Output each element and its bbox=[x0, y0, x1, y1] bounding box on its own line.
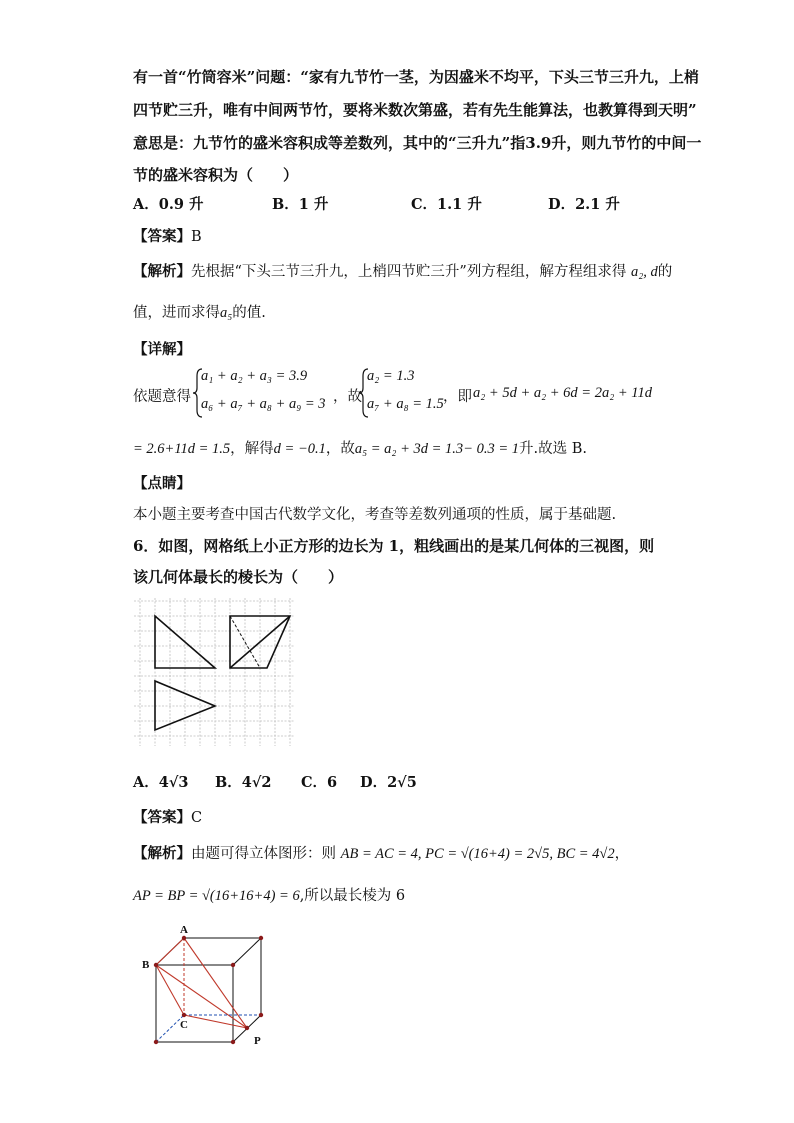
detail-mid2: ，即 bbox=[443, 389, 472, 405]
analysis-end: ， bbox=[614, 846, 630, 862]
q5-answer bbox=[133, 225, 202, 246]
cube-figure bbox=[138, 922, 278, 1052]
q5-option-b: B．1 升 bbox=[272, 196, 329, 213]
system1-equation-2: a₆ + a₇ + a₈ + a₉ = 3 bbox=[201, 396, 326, 412]
analysis-text: 先根据“下头三节三升九，上梢四节贮三升”列方程组，解方程组求得 bbox=[191, 264, 627, 280]
label-a: A bbox=[180, 924, 188, 936]
system2-equation-2: a₇ + a₈ = 1.5 bbox=[367, 396, 444, 412]
q6-analysis-line-1 bbox=[133, 842, 629, 863]
grid-lines bbox=[134, 598, 294, 746]
q5-comment: 本小题主要考查中国古代数学文化，考查等差数列通项的性质，属于基础题. bbox=[133, 507, 617, 523]
q5-analysis-line-1 bbox=[133, 260, 672, 281]
q6-stem-line-1: 6．如图，网格纸上小正方形的边长为 1，粗线画出的是某几何体的三视图，则 bbox=[133, 537, 655, 555]
q5-stem-line-2: 四节贮三升，唯有中间两节竹，要将米数次第盛，若有先生能算法，也教算得到天明” bbox=[133, 101, 697, 119]
q5-stem-line-3: 意思是：九节竹的盛米容积成等差数列，其中的“三升九”指3.9升，则九节竹的中间一 bbox=[133, 134, 702, 152]
comment-tag: 【点睛】 bbox=[133, 475, 191, 492]
label-p: P bbox=[254, 1035, 261, 1047]
analysis-text: 由题可得立体图形：则 bbox=[191, 846, 336, 862]
analysis-tag: 【解析】 bbox=[133, 263, 191, 280]
analysis-line2-text-b: 的值. bbox=[232, 305, 266, 321]
answer-tag: 【答案】 bbox=[133, 809, 191, 826]
q5-option-a: A．0.9 升 bbox=[133, 196, 204, 213]
q6-option-d: D．2√5 bbox=[360, 774, 417, 791]
q6-option-c: C．6 bbox=[301, 774, 338, 791]
analysis-line2-text: ,所以最长棱为 6 bbox=[299, 888, 406, 904]
analysis-end: 的 bbox=[657, 264, 673, 280]
detail-line2-eq2: d = −0.1 bbox=[273, 441, 326, 457]
detail-line2-text-a: ，解得 bbox=[230, 441, 274, 457]
answer-value: B bbox=[191, 229, 202, 245]
analysis-equation: AB = AC = 4, PC = √(16+4) = 2√5, BC = 4√2 bbox=[340, 846, 615, 862]
detail-mid: ，故 bbox=[333, 389, 362, 405]
q5-detail-tag bbox=[133, 338, 191, 359]
q6-stem-line-2: 该几何体最长的棱长为（ ） bbox=[133, 568, 344, 586]
answer-tag: 【答案】 bbox=[133, 228, 191, 245]
answer-value: C bbox=[191, 810, 203, 826]
q5-option-d: D．2.1 升 bbox=[548, 196, 620, 213]
analysis-tag: 【解析】 bbox=[133, 845, 191, 862]
q5-stem-line-1: 有一首“竹筒容米”问题：“家有九节竹一茎，为因盛米不均平，下头三节三升九，上梢 bbox=[133, 68, 699, 86]
analysis-vars: a₂, d bbox=[630, 264, 658, 280]
label-c: C bbox=[180, 1019, 188, 1031]
detail-line2-eq1: = 2.6+11d = 1.5 bbox=[133, 441, 231, 457]
detail-line2-text-b: ，故 bbox=[325, 441, 355, 457]
system1-equation-1: a₁ + a₂ + a₃ = 3.9 bbox=[201, 368, 308, 384]
analysis-line2-var: a₅ bbox=[220, 305, 233, 321]
q5-analysis-line-2 bbox=[133, 301, 266, 322]
q6-answer bbox=[133, 806, 202, 827]
top-view-triangle bbox=[155, 681, 215, 730]
detail-prefix: 依题意得 bbox=[133, 389, 191, 405]
label-b: B bbox=[142, 959, 150, 971]
q6-option-a: A．4√3 bbox=[133, 774, 189, 791]
analysis-line2-equation: AP = BP = √(16+16+4) = 6 bbox=[133, 888, 300, 904]
three-view-figure bbox=[134, 598, 296, 748]
detail-equation: a₂ + 5d + a₂ + 6d = 2a₂ + 11d bbox=[473, 385, 652, 401]
analysis-line2-text-a: 值，进而求得 bbox=[133, 305, 220, 321]
q6-option-b: B．4√2 bbox=[215, 774, 272, 791]
q5-detail-line-2 bbox=[133, 437, 587, 458]
system2-equation-1: a₂ = 1.3 bbox=[367, 368, 415, 384]
q6-analysis-line-2 bbox=[133, 884, 405, 905]
detail-line2-text-c: 升.故选 B. bbox=[519, 441, 587, 457]
q5-option-c: C．1.1 升 bbox=[411, 196, 482, 213]
detail-tag: 【详解】 bbox=[133, 341, 191, 358]
q5-comment-tag bbox=[133, 472, 191, 493]
q5-stem-line-4: 节的盛米容积为（ ） bbox=[133, 166, 299, 184]
detail-line2-eq3: a₅ = a₂ + 3d = 1.3− 0.3 = 1 bbox=[354, 441, 519, 457]
